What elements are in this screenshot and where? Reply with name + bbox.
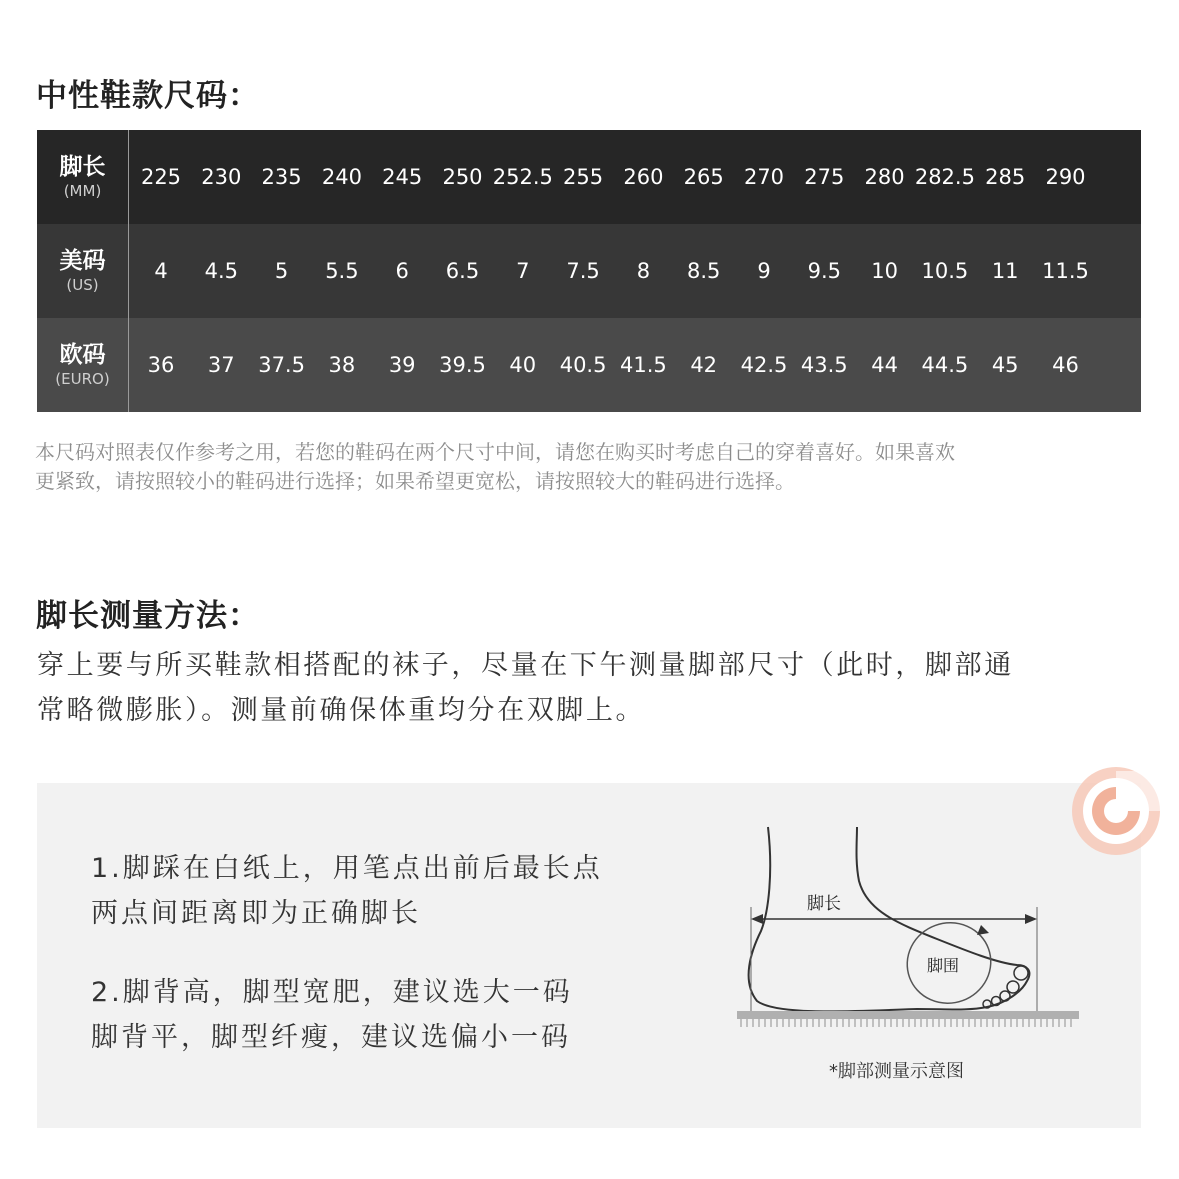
size-cell: 285 xyxy=(985,165,1026,189)
foot-measurement-diagram xyxy=(737,811,1117,1051)
size-cell: 42.5 xyxy=(740,353,788,377)
size-note xyxy=(35,438,1145,496)
size-cell: 44.5 xyxy=(921,353,969,377)
size-cell: 255 xyxy=(563,165,604,189)
size-cell: 7 xyxy=(516,259,530,283)
size-cell: 6.5 xyxy=(445,259,480,283)
size-cell: 290 xyxy=(1045,165,1086,189)
row-header-unit: (EURO) xyxy=(55,370,110,388)
length-arrow-right-head xyxy=(1025,914,1037,924)
tip-1 xyxy=(91,846,603,936)
girth-arrow-head xyxy=(977,925,989,935)
size-note-line-2: 更紧致，请按照较小的鞋码进行选择；如果希望更宽松，请按照较大的鞋码进行选择。 xyxy=(35,469,795,493)
size-cell: 11.5 xyxy=(1042,259,1089,283)
row-header xyxy=(37,130,128,224)
size-cell: 43.5 xyxy=(800,353,848,377)
size-cell: 230 xyxy=(201,165,242,189)
size-cell: 36 xyxy=(147,353,175,377)
circular-c-logo-icon xyxy=(1068,763,1164,859)
size-cell: 282.5 xyxy=(914,165,975,189)
size-cell: 4.5 xyxy=(204,259,238,283)
size-cell: 39 xyxy=(388,353,416,377)
row-divider xyxy=(128,318,129,412)
measure-method-text xyxy=(37,643,1147,733)
length-arrow-left-head xyxy=(751,914,763,924)
toe-2 xyxy=(1007,981,1019,993)
length-label: 脚长 xyxy=(807,894,841,914)
size-cell: 42 xyxy=(690,353,718,377)
size-cell: 270 xyxy=(743,165,785,189)
size-row-euro xyxy=(37,318,1141,412)
toe-1 xyxy=(1014,966,1028,980)
row-header-label: 美码 xyxy=(59,248,106,274)
size-cell: 6 xyxy=(395,259,409,283)
measure-tips-panel xyxy=(37,783,1141,1128)
size-cell: 9.5 xyxy=(807,259,841,283)
size-row-us xyxy=(37,224,1141,318)
size-cell: 8.5 xyxy=(686,259,721,283)
size-cell: 250 xyxy=(442,165,483,189)
size-cell: 252.5 xyxy=(492,165,553,189)
size-cell: 11 xyxy=(991,259,1019,283)
size-chart-title: 中性鞋款尺码： xyxy=(36,78,260,114)
row-header xyxy=(37,318,128,412)
row-header-label: 脚长 xyxy=(59,154,106,180)
size-cell: 8 xyxy=(636,259,651,283)
size-cell: 7.5 xyxy=(566,259,600,283)
size-cell: 5 xyxy=(274,259,289,283)
row-header-unit: (US) xyxy=(66,276,99,294)
size-cell: 245 xyxy=(382,165,423,189)
size-cell: 37.5 xyxy=(258,353,305,377)
toe-3 xyxy=(1000,991,1010,1001)
size-cell: 280 xyxy=(864,165,905,189)
size-cell: 260 xyxy=(623,165,664,189)
size-cell: 41.5 xyxy=(620,353,667,377)
size-cell: 4 xyxy=(154,259,168,283)
ground-bar xyxy=(737,1011,1079,1019)
size-cell: 10.5 xyxy=(921,259,969,283)
girth-label: 脚围 xyxy=(927,956,960,975)
size-cell: 5.5 xyxy=(325,259,359,283)
size-row-length-mm xyxy=(37,130,1141,224)
tip-2 xyxy=(91,970,573,1060)
size-cell: 38 xyxy=(328,353,356,377)
row-divider xyxy=(128,224,129,318)
size-cell: 44 xyxy=(871,353,898,377)
size-cell: 225 xyxy=(140,165,182,189)
measure-method-line-1: 穿上要与所买鞋款相搭配的袜子，尽量在下午测量脚部尺寸（此时，脚部通 xyxy=(37,650,1014,681)
tip-1-line-1: 1.脚踩在白纸上，用笔点出前后最长点 xyxy=(91,853,603,884)
diagram-caption: *脚部测量示意图 xyxy=(829,1061,964,1082)
size-cell: 40.5 xyxy=(559,353,607,377)
size-cell: 39.5 xyxy=(439,353,486,377)
row-header xyxy=(37,224,128,318)
measure-method-title: 脚长测量方法： xyxy=(36,598,260,634)
size-cell: 37 xyxy=(207,353,235,377)
size-cell: 46 xyxy=(1052,353,1079,377)
ground-ticks xyxy=(741,1019,1071,1027)
size-cell: 275 xyxy=(804,165,845,189)
row-header-unit: (MM) xyxy=(63,182,102,200)
size-cell: 265 xyxy=(683,165,724,189)
size-cell: 235 xyxy=(261,165,302,189)
size-cell: 240 xyxy=(321,165,362,189)
row-divider xyxy=(128,130,129,224)
size-cell: 45 xyxy=(991,353,1019,377)
tip-2-line-2: 脚背平，脚型纤瘦，建议选偏小一码 xyxy=(91,1022,571,1053)
size-cell: 9 xyxy=(757,259,771,283)
size-table xyxy=(37,130,1141,412)
row-header-label: 欧码 xyxy=(59,342,106,368)
tip-2-line-1: 2.脚背高，脚型宽肥，建议选大一码 xyxy=(91,977,573,1008)
size-cell: 10 xyxy=(871,259,898,283)
size-cell: 40 xyxy=(509,353,537,377)
measure-method-line-2: 常略微膨胀）。测量前确保体重均分在双脚上。 xyxy=(37,695,646,726)
tip-1-line-2: 两点间距离即为正确脚长 xyxy=(91,898,421,929)
size-note-line-1: 本尺码对照表仅作参考之用，若您的鞋码在两个尺寸中间，请您在购买时考虑自己的穿着喜好。如果喜欢 xyxy=(35,440,955,464)
